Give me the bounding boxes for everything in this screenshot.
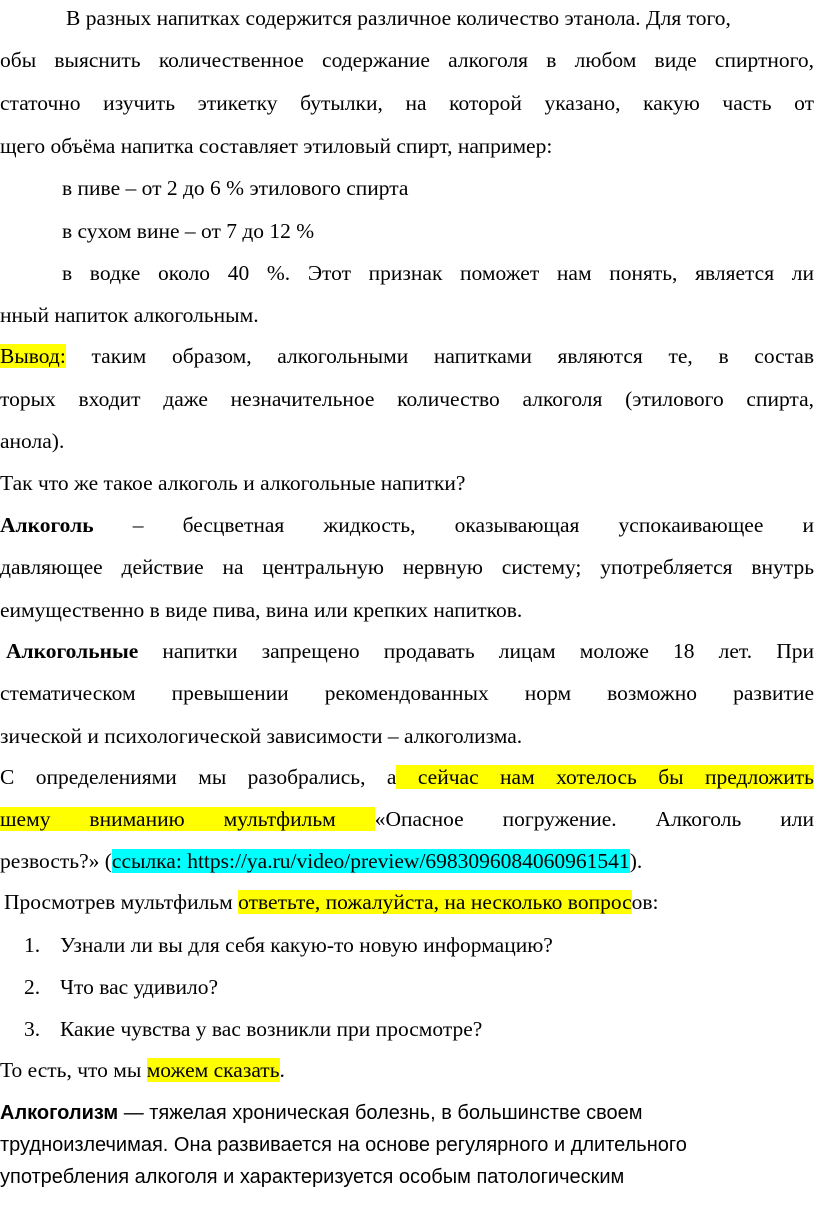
cartoon-text: ).	[629, 849, 643, 873]
paragraph-line: зической и психологической зависимости – алкоголизма.	[0, 724, 523, 748]
example-beer: в пиве – от 2 до 6 % этилового спирта	[62, 176, 409, 200]
paragraph-line: В разных напитках содержится различное количество этанола. Для того,	[66, 6, 731, 30]
example-wine: в сухом вине – от 7 до 12 %	[62, 219, 315, 243]
term-alcoholism: Алкоголизм	[0, 1102, 119, 1124]
paragraph-line: нный напиток алкогольным.	[0, 303, 259, 327]
paragraph-line: торых входит даже незначительное количество алкоголя (этилового спирта,	[0, 387, 814, 411]
list-text: Что вас удивило?	[60, 975, 219, 999]
cartoon-title: «Опасное погружение. Алкоголь или	[374, 807, 814, 831]
instruction-line	[4, 888, 659, 916]
highlighted-text: ответьте, пожалуйста, на несколько вопрос	[238, 890, 632, 914]
list-number: 3.	[24, 1017, 41, 1041]
paragraph-line: давляющее действие на центральную нервную систему; употребляется внутрь	[0, 555, 814, 579]
summary-line	[0, 1056, 285, 1084]
definition-drinks	[6, 637, 814, 665]
paragraph-line: щего объёма напитка составляет этиловый спирт, например:	[0, 134, 553, 158]
paragraph-line: стематическом превышении рекомендованных норм возможно развитие	[0, 681, 814, 705]
term-drinks: Алкогольные	[6, 639, 139, 663]
paragraph-line: анола).	[0, 429, 65, 453]
instruction-text: ов:	[631, 890, 659, 914]
summary-text: .	[279, 1058, 285, 1082]
example-vodka: в водке около 40 %. Этот признак поможет нам понять, является ли	[62, 261, 814, 285]
highlighted-text: можем сказать	[146, 1058, 280, 1082]
definition-text: – бесцветная жидкость, оказывающая успокаивающее и	[93, 513, 814, 537]
list-number: 1.	[24, 933, 41, 957]
summary-text: То есть, что мы	[0, 1058, 147, 1082]
cartoon-text: С определениями мы разобрались, а	[0, 765, 397, 789]
cartoon-line	[0, 847, 642, 875]
conclusion-line	[0, 342, 814, 370]
instruction-text: Просмотрев мультфильм	[4, 890, 239, 914]
cartoon-line	[0, 805, 814, 833]
definition-text: напитки запрещено продавать лицам моложе 18 лет. При	[138, 639, 814, 663]
alcoholism-line	[0, 1099, 643, 1127]
list-text: Какие чувства у вас возникли при просмотре?	[60, 1017, 483, 1041]
highlighted-text: шему вниманию мультфильм	[0, 807, 375, 831]
paragraph-line: статочно изучить этикетку бутылки, на которой указано, какую часть от	[0, 91, 814, 115]
paragraph-line: употребления алкоголя и характеризуется особым патологическим	[0, 1166, 625, 1188]
cartoon-line	[0, 763, 814, 791]
video-link[interactable]: ссылка: https://ya.ru/video/preview/6983096084060961541	[111, 849, 630, 873]
definition-text: — тяжелая хроническая болезнь, в большинстве своем	[118, 1102, 643, 1124]
term-alcohol: Алкоголь	[0, 513, 94, 537]
highlighted-text: сейчас нам хотелось бы предложить	[396, 765, 814, 789]
definition-alcohol	[0, 511, 814, 539]
conclusion-text: таким образом, алкогольными напитками являются те, в состав	[65, 344, 814, 368]
paragraph-line: трудноизлечимая. Она развивается на основе регулярного и длительного	[0, 1134, 687, 1156]
cartoon-title: резвость?» (	[0, 849, 112, 873]
list-item	[24, 931, 553, 959]
paragraph-line: еимущественно в виде пива, вина или крепких напитков.	[0, 598, 523, 622]
question-heading: Так что же такое алкоголь и алкогольные напитки?	[0, 471, 466, 495]
conclusion-label: Вывод:	[0, 344, 66, 368]
list-number: 2.	[24, 975, 41, 999]
list-item	[24, 973, 218, 1001]
list-item	[24, 1015, 482, 1043]
list-text: Узнали ли вы для себя какую-то новую информацию?	[60, 933, 553, 957]
paragraph-line: обы выяснить количественное содержание алкоголя в любом виде спиртного,	[0, 48, 814, 72]
